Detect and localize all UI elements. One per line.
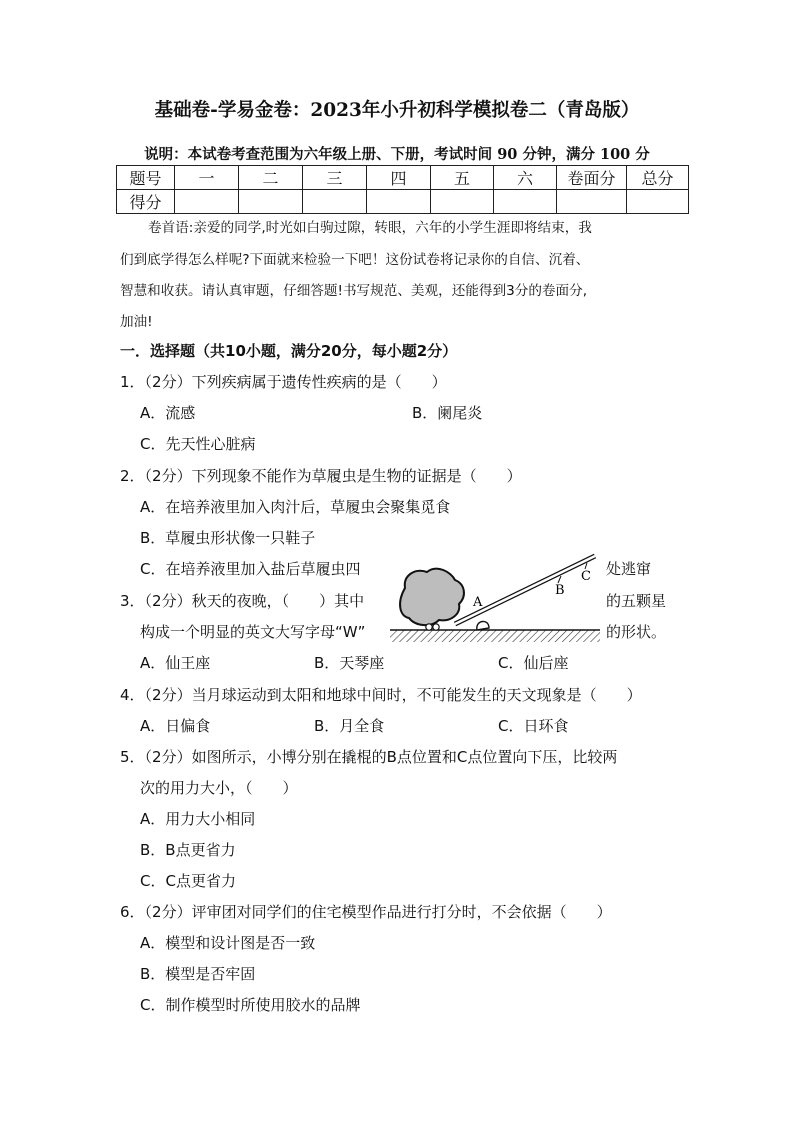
option[interactable]: C．日环食 (498, 717, 569, 735)
score-cell[interactable] (494, 190, 557, 214)
score-cell[interactable] (557, 190, 627, 214)
option[interactable]: B．模型是否牢固 (140, 965, 256, 983)
option[interactable]: A．流感 (140, 404, 196, 422)
question-stem: 1．（2分）下列疾病属于遗传性疾病的是（ ） (120, 373, 447, 391)
question-line: 构成一个明显的英文大写字母“W” (140, 623, 366, 641)
option[interactable]: C．制作模型时所使用胶水的品牌 (140, 996, 361, 1014)
score-header-cell: 二 (239, 166, 303, 190)
option[interactable]: A．用力大小相同 (140, 810, 256, 828)
score-cell[interactable] (303, 190, 367, 214)
score-header-cell: 卷面分 (557, 166, 627, 190)
label-b: B (555, 583, 565, 598)
question-stem: 2．（2分）下列现象不能作为草履虫是生物的证据是（ ） (120, 467, 522, 485)
option[interactable]: A．模型和设计图是否一致 (140, 934, 316, 952)
option-continuation: 处逃窜 (606, 560, 652, 578)
score-cell[interactable] (627, 190, 689, 214)
rock-shape (400, 569, 464, 625)
label-a: A (473, 595, 483, 610)
score-cell[interactable] (367, 190, 431, 214)
score-header-cell: 总分 (627, 166, 689, 190)
option[interactable]: B．天琴座 (314, 654, 385, 672)
question-stem: 6．（2分）评审团对同学们的住宅模型作品进行打分时，不会依据（ ） (120, 903, 612, 921)
option[interactable]: B．阑尾炎 (412, 404, 483, 422)
score-header-cell: 四 (367, 166, 431, 190)
question-line: 次的用力大小，（ ） (140, 779, 298, 797)
option[interactable]: C．C点更省力 (140, 872, 236, 890)
label-c: C (581, 569, 591, 584)
score-cell[interactable] (175, 190, 239, 214)
question-stem-tail: 的五颗星 (606, 592, 667, 610)
option[interactable]: C．先天性心脏病 (140, 435, 256, 453)
section-title: 一．选择题（共10小题，满分20分，每小题2分） (120, 342, 458, 360)
intro-line: 加油! (120, 314, 153, 330)
intro-line: 们到底学得怎么样呢?下面就来检验一下吧！这份试卷将记录你的自信、沉着、 (120, 252, 590, 268)
score-header-row (117, 166, 689, 190)
score-header-cell: 五 (431, 166, 494, 190)
score-table (116, 165, 689, 214)
score-header-cell: 三 (303, 166, 367, 190)
lever-figure (385, 550, 605, 650)
page-title: 基础卷-学易金卷：2023年小升初科学模拟卷二（青岛版） (154, 100, 640, 121)
option[interactable]: B．草履虫形状像一只鞋子 (140, 529, 316, 547)
score-value-row (117, 190, 689, 214)
intro-line: 卷首语:亲爱的同学,时光如白驹过隙，转眼，六年的小学生涯即将结束，我 (148, 220, 592, 236)
option[interactable]: B．月全食 (314, 717, 385, 735)
question-stem: 4．（2分）当月球运动到太阳和地球中间时，不可能发生的天文现象是（ ） (120, 686, 642, 704)
option[interactable]: A．在培养液里加入肉汁后，草履虫会聚集觅食 (140, 498, 451, 516)
option[interactable]: A．日偏食 (140, 717, 211, 735)
score-row-label: 得分 (117, 190, 175, 214)
intro-line: 智慧和收获。请认真审题，仔细答题!书写规范、美观，还能得到3分的卷面分, (120, 283, 588, 299)
question-stem: 5．（2分）如图所示，小博分别在撬棍的B点位置和C点位置向下压，比较两 (120, 748, 618, 766)
score-header-cell: 六 (494, 166, 557, 190)
score-header-cell: 一 (175, 166, 239, 190)
option[interactable]: B．B点更省力 (140, 841, 236, 859)
score-cell[interactable] (239, 190, 303, 214)
question-line-tail: 的形状。 (606, 623, 667, 641)
option[interactable]: C．仙后座 (498, 654, 569, 672)
score-header-cell: 题号 (117, 166, 175, 190)
option[interactable]: C．在培养液里加入盐后草履虫四 (140, 560, 361, 578)
question-stem: 3．（2分）秋天的夜晚，（ ）其中 (120, 592, 365, 610)
exam-note: 说明：本试卷考查范围为六年级上册、下册，考试时间 90 分钟，满分 100 分 (144, 146, 650, 163)
score-cell[interactable] (431, 190, 494, 214)
option[interactable]: A．仙王座 (140, 654, 211, 672)
